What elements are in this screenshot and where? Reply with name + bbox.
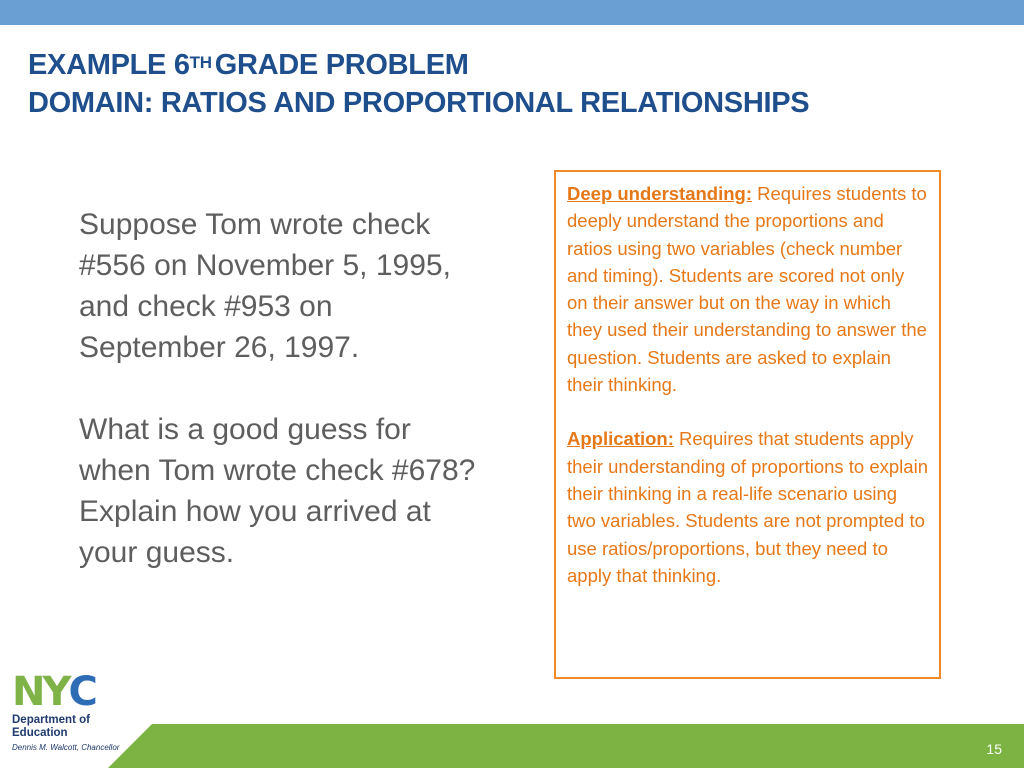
page-number: 15: [986, 741, 1002, 757]
application-term: Application:: [567, 428, 674, 450]
deep-understanding-term: Deep understanding:: [567, 183, 753, 204]
application-text: Requires that students apply their understanding of proportions to explain their thinking in a real-life scenario using two variables. Students are not prompted to use ratios/proportions, but they need to apply that thinking.: [567, 428, 928, 586]
problem-paragraph-1: Suppose Tom wrote check #556 on November 5, 1995, and check #953 on September 26, 1997.: [79, 208, 451, 364]
nyc-doe-logo: [12, 669, 124, 754]
slide-title: [28, 46, 809, 122]
title-line-1: EXAMPLE 6TH GRADE PROBLEM: [28, 49, 469, 81]
deep-understanding-text: Requires students to deeply understand the proportions and ratios using two variables (check number and timing). Students are scored not only on their answer but on the way in which they used their understanding to answer the question. Students are asked to explain their thinking.: [567, 183, 927, 396]
title-superscript: TH: [189, 53, 212, 72]
rubric-callout-box: [554, 170, 941, 679]
top-accent-bar: [0, 0, 1024, 25]
problem-paragraph-2: What is a good guess for when Tom wrote check #678? Explain how you arrived at your guess.: [79, 413, 476, 569]
deep-understanding-paragraph: [567, 180, 929, 398]
chancellor-name: Dennis M. Walcott, Chancellor: [12, 743, 120, 752]
department-name: Department of Education: [12, 714, 90, 739]
bottom-accent-bar: [108, 724, 1024, 768]
problem-text: [79, 204, 479, 614]
title-line-2: DOMAIN: RATIOS AND PROPORTIONAL RELATIONSHIPS: [28, 87, 810, 119]
nyc-wordmark: N Y C: [12, 669, 95, 715]
application-paragraph: [567, 425, 929, 589]
